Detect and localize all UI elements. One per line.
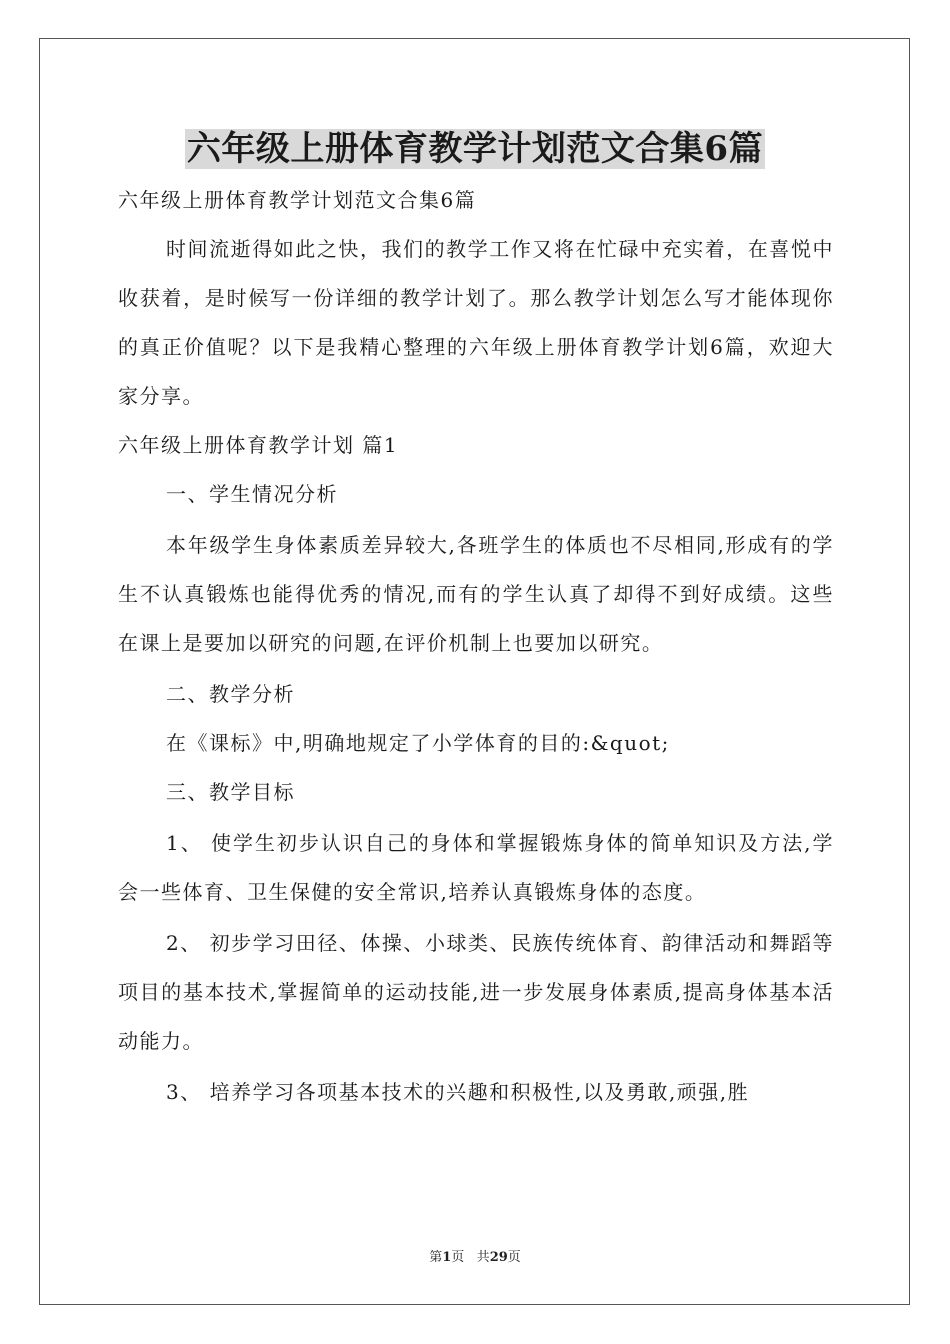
section-heading: 六年级上册体育教学计划 篇1 xyxy=(118,433,399,457)
goal-item: 2、 初步学习田径、体操、小球类、民族传统体育、韵律活动和舞蹈等项目的基本技术,掌握简单的运动技能,进一步发展身体素质,提高身体基本活动能力。 xyxy=(118,931,834,1053)
footer-page-prefix: 第 xyxy=(429,1250,443,1265)
part3-heading: 三、教学目标 xyxy=(166,780,295,804)
document-title-text: 六年级上册体育教学计划范文合集6篇 xyxy=(186,129,764,169)
footer-page-number: 1 xyxy=(442,1250,452,1265)
goal-item: 3、 培养学习各项基本技术的兴趣和积极性,以及勇敢,顽强,胜 xyxy=(166,1080,750,1104)
page-footer xyxy=(0,1246,950,1265)
part1-heading: 一、学生情况分析 xyxy=(166,482,338,506)
footer-total-suffix: 页 xyxy=(507,1250,521,1265)
part2-heading: 二、教学分析 xyxy=(166,682,295,706)
intro-paragraph: 时间流逝得如此之快，我们的教学工作又将在忙碌中充实着，在喜悦中收获着，是时候写一份详细的教学计划了。那么教学计划怎么写才能体现你的真正价值呢？以下是我精心整理的六年级上册体育教学计划6篇，欢迎大家分享。 xyxy=(118,237,834,408)
document-body xyxy=(118,176,834,1117)
footer-page-suffix: 页 xyxy=(451,1250,465,1265)
part2-body: 在《课标》中,明确地规定了小学体育的目的:&quot; xyxy=(166,731,670,755)
document-title xyxy=(0,122,950,176)
footer-total-pages: 29 xyxy=(489,1250,508,1265)
subtitle: 六年级上册体育教学计划范文合集6篇 xyxy=(118,188,477,212)
footer-total-prefix: 共 xyxy=(476,1250,490,1265)
part1-body: 本年级学生身体素质差异较大,各班学生的体质也不尽相同,形成有的学生不认真锻炼也能得优秀的情况,而有的学生认真了却得不到好成绩。这些在课上是要加以研究的问题,在评价机制上也要加以研究。 xyxy=(118,533,834,655)
goal-item: 1、 使学生初步认识自己的身体和掌握锻炼身体的简单知识及方法,学会一些体育、卫生保健的安全常识,培养认真锻炼身体的态度。 xyxy=(118,831,834,904)
